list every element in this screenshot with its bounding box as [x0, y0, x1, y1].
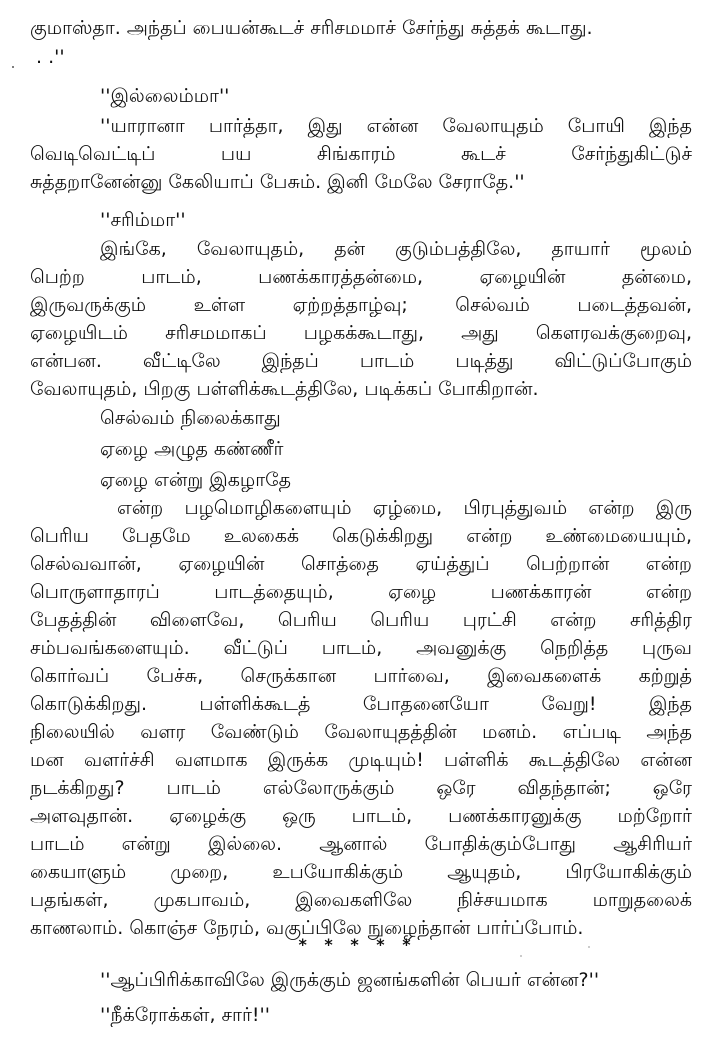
- paragraph-1-line-4: ஏழையிடம் சரிசமமாகப் பழகக்கூடாது, அது கௌரவக்குறைவு,: [30, 322, 692, 344]
- scan-speck: [588, 946, 590, 948]
- paragraph-2-line-14: கையாளும் முறை, உபயோகிக்கும் ஆயுதம், பிரயோகிக்கும்: [30, 861, 692, 883]
- paragraph-2-line-6: சம்பவங்களையும். வீட்டுப் பாடம், அவனுக்கு நெறித்த புருவ: [30, 637, 692, 659]
- paragraph-2-line-11: நடக்கிறது? பாடம் எல்லோருக்கும் ஒரே விதந்தான்; ஒரே: [30, 777, 692, 799]
- paragraph-2-line-15: பதங்கள், முகபாவம், இவைகளிலே நிச்சயமாக மாறுதலைக்: [30, 889, 692, 911]
- paragraph-2-line-7: கொர்வப் பேச்சு, செருக்கான பார்வை, இவைகளைக் கற்றுத்: [30, 665, 692, 687]
- text-line-1: குமாஸ்தா. அந்தப் பையன்கூடச் சரிசமமாச் சேர்ந்து சுத்தக் கூடாது.: [30, 17, 593, 39]
- proverb-line-1: செல்வம் நிலைக்காது: [100, 407, 281, 429]
- paragraph-1-line-2: பெற்ற பாடம், பணக்காரத்தன்மை, ஏழையின் தன்மை,: [30, 266, 692, 288]
- dialogue-line-1: ''இல்லைம்மா'': [100, 85, 230, 107]
- paragraph-2-line-5: பேதத்தின் விளைவே, பெரிய பெரிய புரட்சி என்ற சரித்திர: [30, 609, 692, 631]
- paragraph-2-line-3: செல்வவான், ஏழையின் சொத்தை ஏய்த்துப் பெற்றான் என்ற: [30, 553, 692, 575]
- proverb-line-2: ஏழை அழுத கண்ணீர்: [100, 438, 284, 460]
- scan-speck: [12, 66, 14, 68]
- paragraph-1-line-1: இங்கே, வேலாயுதம், தன் குடும்பத்திலே, தாயார் மூலம்: [100, 238, 692, 260]
- dialogue-line-5: ''சரிம்மா'': [100, 209, 186, 231]
- dialogue-line-4: சுத்தறானேன்னு கேலியாப் பேசும். இனி மேலே சேராதே.'': [30, 171, 525, 193]
- section-separator: * * * * *: [298, 935, 417, 954]
- dialogue-line-2: ''யாரானா பார்த்தா, இது என்ன வேலாயுதம் போயி இந்த: [100, 115, 692, 137]
- paragraph-2-line-2: பெரிய பேதமே உலகைக் கெடுக்கிறது என்ற உண்மையையும்,: [30, 525, 692, 547]
- dialogue-line-3: வெடிவெட்டிப் பய சிங்காரம் கூடச் சேர்ந்துகிட்டுச்: [30, 143, 692, 165]
- paragraph-1-line-3: இருவருக்கும் உள்ள ஏற்றத்தாழ்வு; செல்வம் படைத்தவன்,: [30, 294, 692, 316]
- scan-speck: [520, 955, 522, 957]
- paragraph-2-line-13: பாடம் என்று இல்லை. ஆனால் போதிக்கும்போது ஆசிரியர்: [30, 833, 692, 855]
- paragraph-2-line-10: மன வளர்ச்சி வளமாக இருக்க முடியும்! பள்ளிக் கூடத்திலே என்ன: [30, 749, 692, 771]
- proverb-line-3: ஏழை என்று இகழாதே: [100, 469, 291, 491]
- paragraph-1-line-5: என்பன. வீட்டிலே இந்தப் பாடம் படித்து விட்டுப்போகும்: [30, 350, 692, 372]
- paragraph-2-line-12: அளவுதான். ஏழைக்கு ஒரு பாடம், பணக்காரனுக்கு மற்றோர்: [30, 805, 692, 827]
- paragraph-2-line-8: கொடுக்கிறது. பள்ளிக்கூடத் போதனையோ வேறு! இந்த: [30, 693, 692, 715]
- paragraph-2-line-4: பொருளாதாரப் பாடத்தையும், ஏழை பணக்காரன் என்ற: [30, 581, 692, 603]
- paragraph-2-line-16: காணலாம். கொஞ்ச நேரம், வகுப்பிலே நுழைந்தான் பார்ப்போம்.: [30, 917, 584, 939]
- paragraph-1-line-6: வேலாயுதம், பிறகு பள்ளிக்கூடத்திலே, படிக்கப் போகிறான்.: [30, 378, 539, 400]
- dialogue-line-6: ''ஆப்பிரிக்காவிலே இருக்கும் ஜனங்களின் பெயர் என்ன?'': [100, 969, 600, 991]
- paragraph-2-line-1: என்ற பழமொழிகளையும் ஏழ்மை, பிரபுத்துவம் என்ற இரு: [117, 497, 692, 519]
- dialogue-line-7: ''நீக்ரோக்கள், சார்!'': [100, 1004, 270, 1026]
- text-line-2: . .'': [36, 46, 65, 68]
- paragraph-2-line-9: நிலையில் வளர வேண்டும் வேலாயுதத்தின் மனம். எப்படி அந்த: [30, 721, 692, 743]
